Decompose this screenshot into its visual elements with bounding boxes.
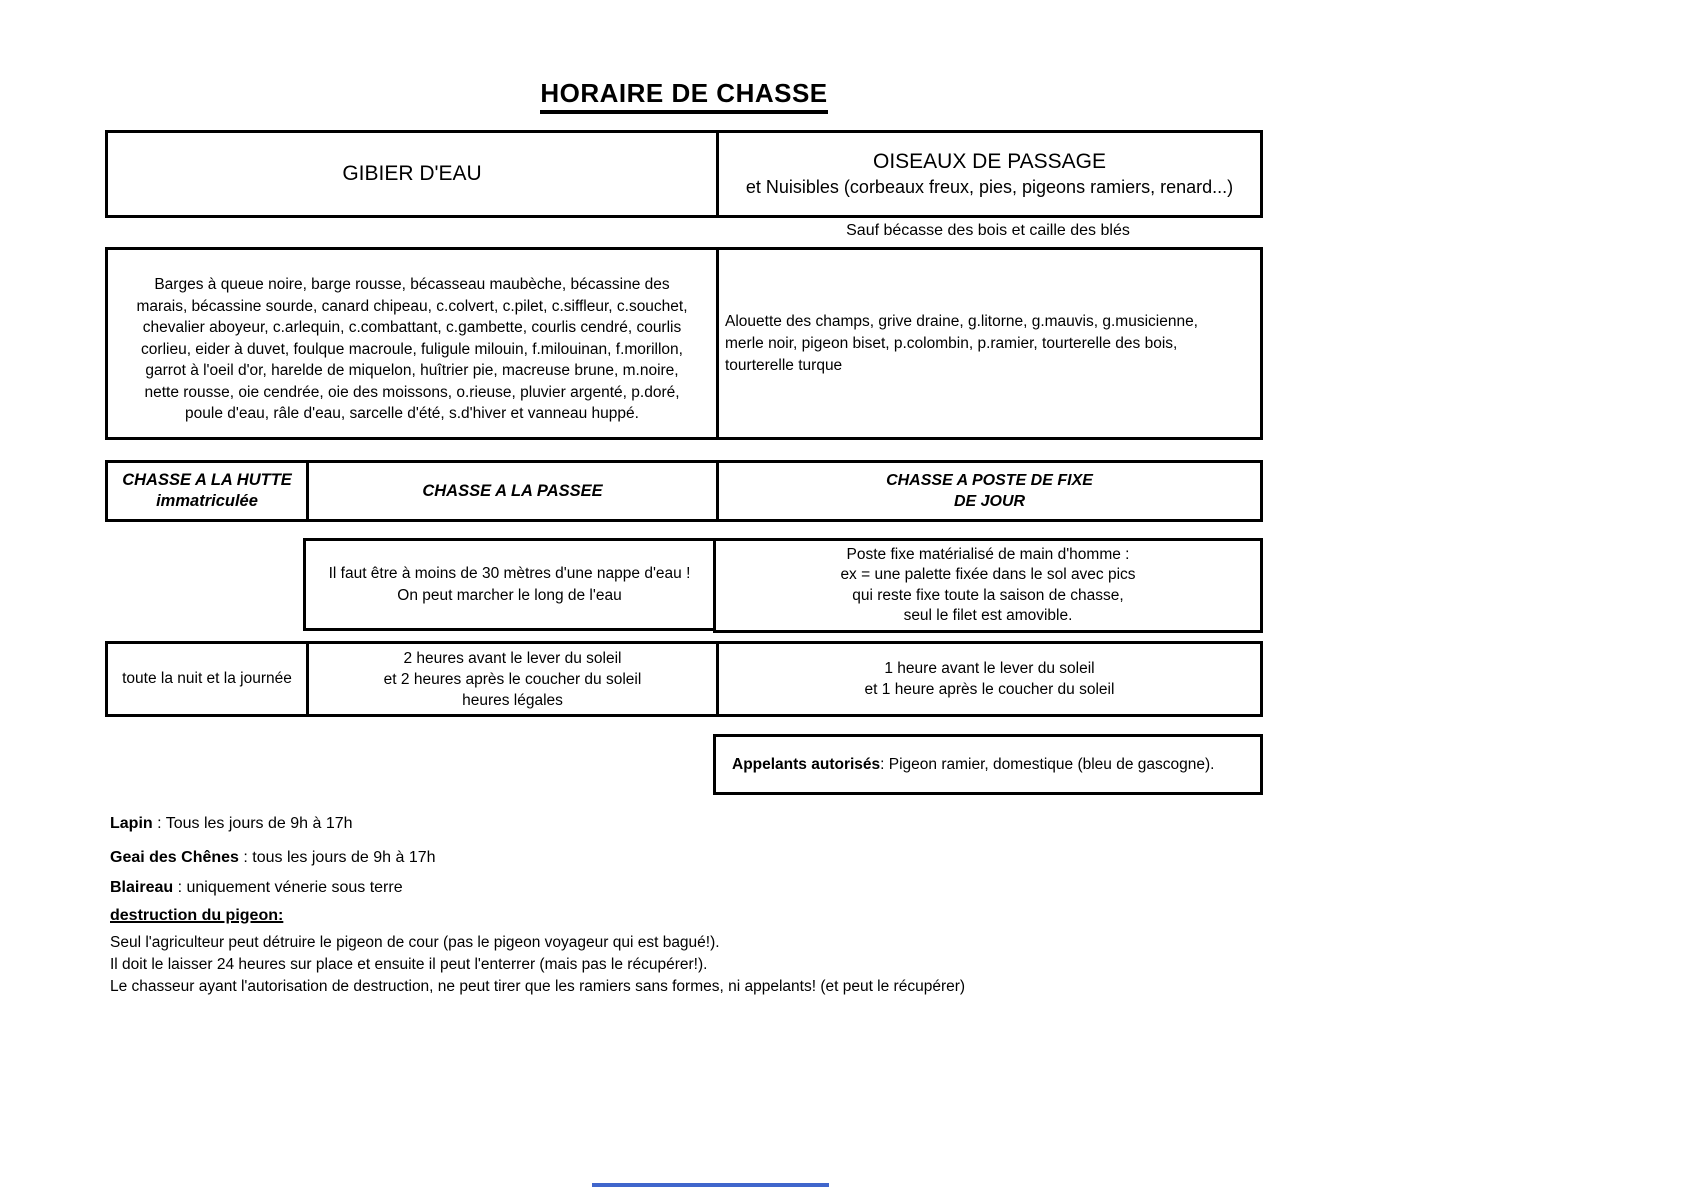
artifact-blue-bar [592,1183,829,1187]
waterfowl-species-line: Barges à queue noire, barge rousse, bécasseau maubèche, bécassine des [154,276,670,293]
decoys-text: : Pigeon ramier, domestique (bleu de gascogne). [880,755,1215,773]
species-table-body-row [105,247,1263,440]
poste-header-line1: CHASSE A POSTE DE FIXE [886,472,1093,489]
waterfowl-species-line: garrot à l'oeil d'or, harelde de miquelon, huîtrier pie, macreuse brune, m.noire, [145,362,679,379]
waterfowl-species-line: corlieu, eider à duvet, foulque macroule, fuligule milouin, f.milouinan, f.morillon, [141,340,683,358]
passee-header-label: CHASSE A LA PASSEE [422,481,603,500]
passee-rule-line: Il faut être à moins de 30 mètres d'une nappe d'eau ! [328,564,691,582]
poste-rule-line: ex = une palette fixée dans le sol avec pics [840,566,1136,583]
poste-header-line2: DE JOUR [953,493,1026,510]
note-lapin-text: : Tous les jours de 9h à 17h [152,815,353,832]
destruction-line: Seul l'agriculteur peut détruire le pigeon de cour (pas le pigeon voyageur qui est bagué!). [110,934,720,951]
exception-note: Sauf bécasse des bois et caille des blés [846,222,1130,239]
modes-table-header-row [105,460,1263,522]
passee-hours-line: et 2 heures après le coucher du soleil [383,670,642,688]
note-blaireau-label: Blaireau [110,879,174,896]
poste-rule-line: Poste fixe matérialisé de main d'homme : [846,545,1130,563]
note-geai-label: Geai des Chênes [110,849,239,866]
passage-species-line: Alouette des champs, grive draine, g.litorne, g.mauvis, g.musicienne, [725,312,1198,330]
page-title: HORAIRE DE CHASSE [540,78,827,114]
passage-species-line: merle noir, pigeon biset, p.colombin, p.ramier, tourterelle des bois, [725,334,1178,352]
hut-header-cell [108,463,306,519]
waterfowl-header-cell [108,133,716,215]
species-table-header-row [105,130,1263,218]
poste-rule-line: seul le filet est amovible. [903,607,1073,624]
passage-header-label: OISEAUX DE PASSAGE [872,150,1107,173]
note-lapin [110,814,353,834]
decoys-cell [713,734,1263,795]
waterfowl-species-line: marais, bécassine sourde, canard chipeau, c.colvert, c.pilet, c.siffleur, c.souchet, [136,297,688,315]
poste-hours-cell [716,644,1260,714]
destruction-line: Il doit le laisser 24 heures sur place et ensuite il peut l'enterrer (mais pas le récupérer!). [110,956,708,973]
poste-header-cell [716,463,1260,519]
poste-hours-line: 1 heure avant le lever du soleil [884,660,1095,677]
passage-header-cell [716,133,1260,215]
hut-hours-text: toute la nuit et la journée [122,670,292,687]
note-blaireau [110,878,403,898]
decoys-label: Appelants autorisés [732,755,881,773]
passee-hours-line: 2 heures avant le lever du soleil [403,649,622,667]
destruction-heading: destruction du pigeon: [110,907,284,924]
poste-rules-cell [713,538,1263,633]
waterfowl-header-label: GIBIER D'EAU [342,162,482,185]
waterfowl-species-line: poule d'eau, râle d'eau, sarcelle d'été, s.d'hiver et vanneau huppé. [185,405,639,422]
hut-header-line2: immatriculée [156,492,258,510]
passee-hours-cell [306,644,716,714]
note-blaireau-text: : uniquement vénerie sous terre [173,879,403,896]
passee-rules-cell [303,538,716,631]
passee-header-cell [306,463,716,519]
passee-rule-line: On peut marcher le long de l'eau [397,586,622,604]
note-lapin-label: Lapin [110,815,153,832]
note-geai-text: : tous les jours de 9h à 17h [238,849,436,866]
waterfowl-species-cell [108,250,716,437]
hut-hours-cell [108,644,306,714]
poste-hours-line: et 1 heure après le coucher du soleil [864,681,1115,698]
waterfowl-species-line: chevalier aboyeur, c.arlequin, c.combattant, c.gambette, courlis cendré, courlis [142,319,682,336]
note-geai [110,848,436,868]
passage-species-cell [716,250,1260,437]
passage-species-line: tourterelle turque [725,356,843,374]
destruction-line: Le chasseur ayant l'autorisation de destruction, ne peut tirer que les ramiers sans formes, ni appelants! (et peut le récupérer) [110,978,966,995]
waterfowl-species-line: nette rousse, oie cendrée, oie des moissons, o.rieuse, pluvier argenté, p.doré, [144,383,680,401]
poste-rule-line: qui reste fixe toute la saison de chasse, [852,586,1124,604]
passee-hours-line: heures légales [462,691,563,709]
passage-subheader-label: et Nuisibles (corbeaux freux, pies, pigeons ramiers, renard...) [745,177,1234,197]
page-title-wrap [105,78,1263,114]
hut-header-line1: CHASSE A LA HUTTE [122,471,292,489]
hours-row [105,641,1263,717]
